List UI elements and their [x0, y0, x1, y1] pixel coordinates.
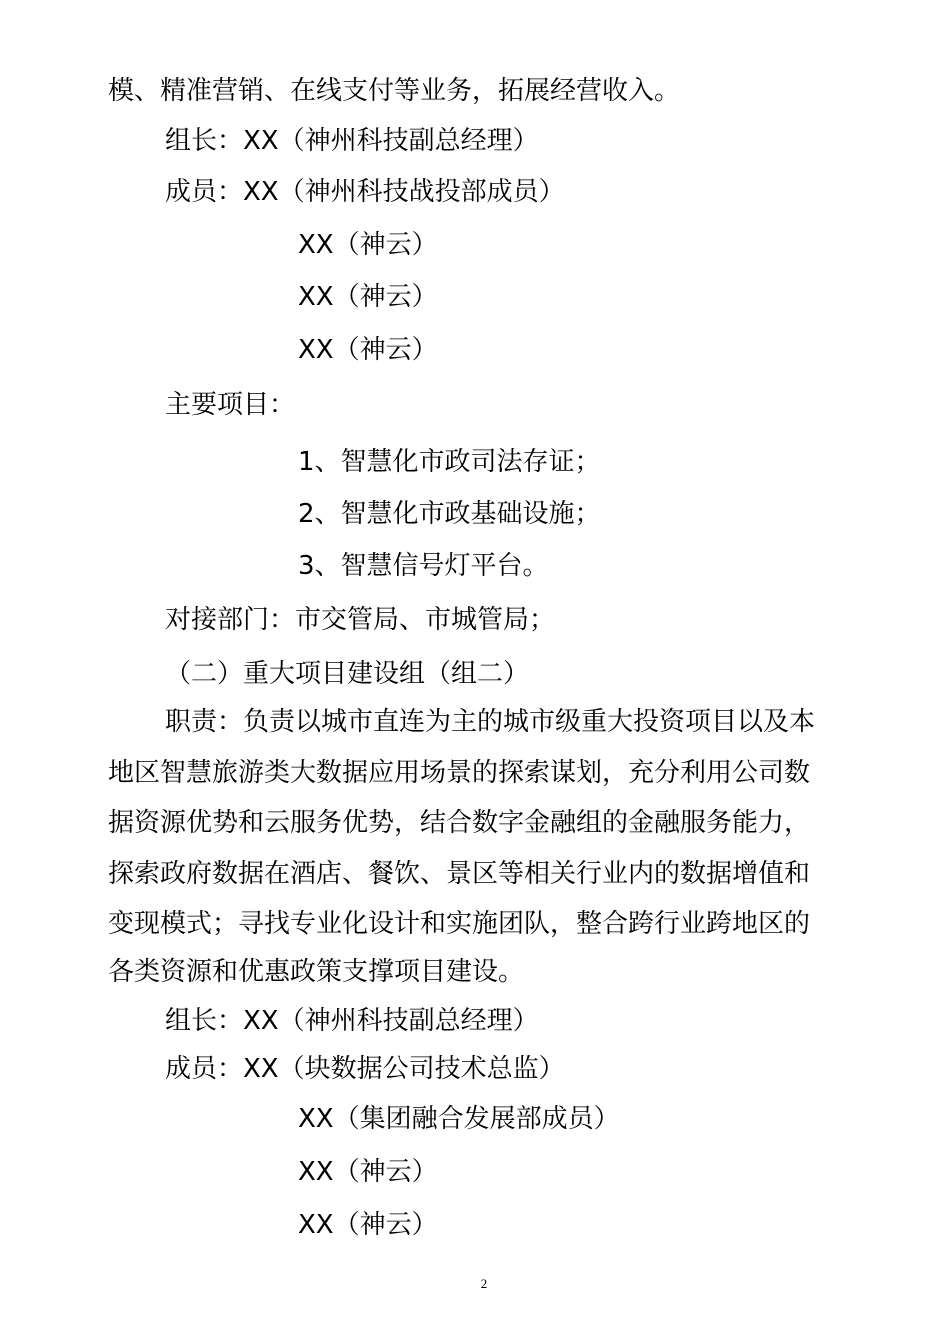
group1-project-item: 2、智慧化市政基础设施； [298, 499, 601, 529]
group1-member-first: 成员：XX（神州科技战投部成员） [165, 177, 565, 207]
group1-member: XX（神云） [298, 282, 438, 312]
group1-projects-label: 主要项目： [165, 390, 296, 420]
group1-continuation-text: 模、精准营销、在线支付等业务，拓展经营收入。 [108, 76, 681, 106]
group1-project-item: 3、智慧信号灯平台。 [298, 551, 549, 581]
group2-member: XX（神云） [298, 1157, 438, 1187]
group2-duties-line: 探索政府数据在酒店、餐饮、景区等相关行业内的数据增值和 [108, 859, 811, 889]
group2-duties-line: 职责：负责以城市直连为主的城市级重大投资项目以及本 [165, 707, 816, 737]
group2-duties-line: 变现模式；寻找专业化设计和实施团队，整合跨行业跨地区的 [108, 909, 811, 939]
group1-departments: 对接部门：市交管局、市城管局； [165, 605, 556, 635]
group2-duties-line: 地区智慧旅游类大数据应用场景的探索谋划，充分利用公司数 [108, 758, 811, 788]
page-number: 2 [480, 1276, 488, 1291]
group2-member: XX（神云） [298, 1210, 438, 1240]
group2-member-first: 成员：XX（块数据公司技术总监） [165, 1054, 565, 1084]
group2-duties-line: 各类资源和优惠政策支撑项目建设。 [108, 957, 525, 987]
group2-duties-line: 据资源优势和云服务优势，结合数字金融组的金融服务能力， [108, 808, 811, 838]
group2-heading: （二）重大项目建设组（组二） [165, 659, 530, 689]
group1-leader: 组长：XX（神州科技副总经理） [165, 126, 539, 156]
group2-leader: 组长：XX（神州科技副总经理） [165, 1006, 539, 1036]
group1-project-item: 1、智慧化市政司法存证； [298, 447, 601, 477]
group1-member: XX（神云） [298, 230, 438, 260]
group2-member: XX（集团融合发展部成员） [298, 1104, 620, 1134]
group1-member: XX（神云） [298, 335, 438, 365]
